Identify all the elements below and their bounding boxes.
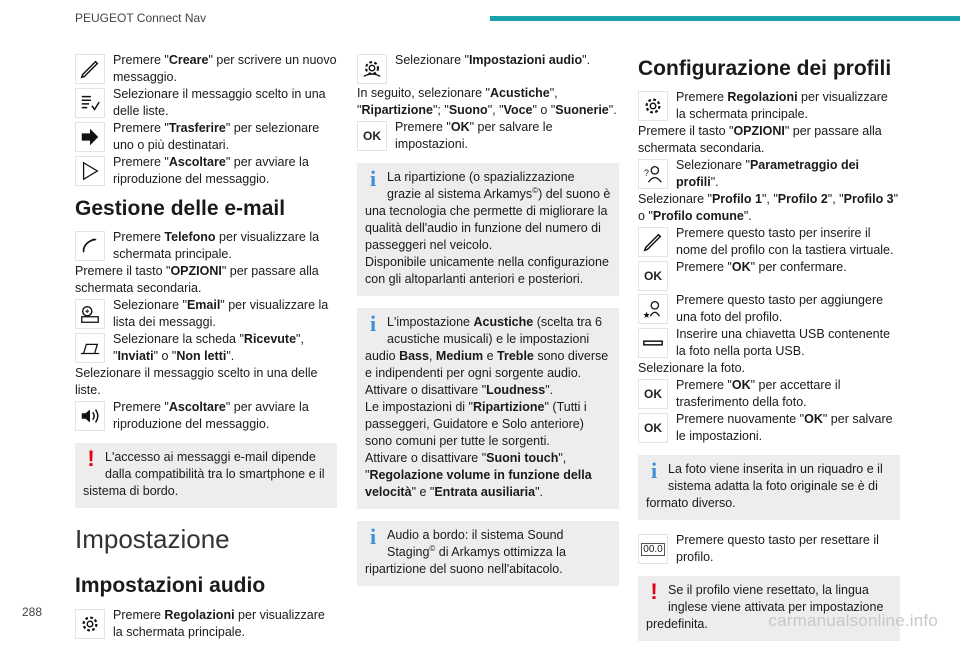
running-header: PEUGEOT Connect Nav bbox=[75, 11, 207, 25]
phone-icon bbox=[75, 231, 105, 261]
profiles-section-title: Configurazione dei profili bbox=[638, 57, 892, 80]
list-select-icon bbox=[75, 88, 105, 118]
profile-step-photo-text: Premere questo tasto per aggiungere una foto del profilo. bbox=[676, 293, 884, 325]
email-options-text: Premere il tasto "OPZIONI" per passare alla schermata secondaria. bbox=[75, 264, 319, 296]
profile-step-settings bbox=[638, 89, 900, 123]
profile-step-reset-text: Premere questo tasto per resettare il profilo. bbox=[676, 533, 879, 565]
profile-step-photo bbox=[638, 292, 900, 326]
step-play-text: Premere "Ascoltare" per avviare la riproduzione del messaggio. bbox=[113, 155, 309, 186]
step-forward bbox=[75, 120, 337, 154]
tab-icon bbox=[75, 333, 105, 363]
play-icon bbox=[75, 156, 105, 186]
column-middle bbox=[357, 52, 619, 598]
warning-note-reset-text: Se il profilo viene resettato, la lingua inglese viene attivata per impostazione predefinita. bbox=[646, 583, 884, 632]
info-icon: i bbox=[369, 524, 377, 550]
email-step-phone bbox=[75, 229, 337, 263]
email-step-email-text: Selezionare "Email" per visualizzare la lista dei messaggi. bbox=[113, 298, 329, 330]
profile-options-text: Premere il tasto "OPZIONI" per passare alla schermata secondaria. bbox=[638, 124, 882, 156]
profile-select-photo-text: Selezionare la foto. bbox=[638, 361, 746, 376]
watermark: carmanualsonline.info bbox=[768, 610, 938, 630]
header-accent-bar bbox=[490, 16, 960, 21]
audio-step-settings bbox=[75, 607, 337, 641]
profile-step-param bbox=[638, 157, 900, 191]
svg-text:?: ? bbox=[643, 168, 649, 179]
profile-step-save-text: Premere nuovamente "OK" per salvare le impostazioni. bbox=[676, 412, 893, 444]
chapter-title: Impostazione bbox=[75, 524, 230, 555]
audio-step-ok bbox=[357, 119, 619, 153]
warning-icon: ! bbox=[650, 579, 658, 605]
pencil-icon bbox=[638, 227, 668, 257]
info-note-distribution-text: La ripartizione (o spazializzazione grazie al sistema Arkamys©) del suono è una tecnologia che permette di migliorare la qualità dell'audio in funzione del numero di passeggeri nel veicolo. Disponibile unicamente nella configurazione con gli altoparlanti anteriori e posteriori. bbox=[365, 170, 611, 287]
page-number: 288 bbox=[22, 605, 43, 619]
ok-icon bbox=[638, 379, 668, 409]
info-icon: i bbox=[369, 166, 377, 191]
info-note-staging bbox=[357, 521, 619, 586]
info-icon: i bbox=[650, 458, 658, 484]
profile-step-name bbox=[638, 225, 900, 259]
audio-settings-icon bbox=[357, 54, 387, 84]
profile-step-confirm-text: Premere "OK" per confermare. bbox=[676, 260, 847, 275]
profile-step-accept bbox=[638, 377, 900, 411]
reset-icon-label: 00.0 bbox=[643, 543, 663, 555]
info-note-distribution bbox=[357, 163, 619, 296]
audio-step-ok-text: Premere "OK" per salvare le impostazioni. bbox=[395, 120, 553, 151]
profile-select-text: Selezionare "Profilo 1", "Profilo 2", "Profilo 3" o "Profilo comune". bbox=[638, 192, 899, 224]
ok-icon-label: OK bbox=[644, 387, 662, 402]
email-icon bbox=[75, 299, 105, 329]
ok-icon bbox=[357, 121, 387, 151]
column-right bbox=[638, 52, 900, 653]
add-photo-icon bbox=[638, 294, 668, 324]
ok-icon bbox=[638, 261, 668, 291]
email-step-tabs-text: Selezionare la scheda "Ricevute", "Inviati" o "Non letti". bbox=[113, 332, 304, 364]
step-play bbox=[75, 154, 337, 188]
email-step-listen bbox=[75, 399, 337, 433]
audio-section-title: Impostazioni audio bbox=[75, 574, 266, 598]
info-note-acoustics-text: L'impostazione Acustiche (scelta tra 6 acustiche musicali) e le impostazioni audio Bass, Medium e Treble sono diverse e indipendenti per ogni sorgente audio. Attivare o disattivare "Loudness". Le impostazioni di "Ripartizione" (Tutti i passeggeri, Guidatore e Solo anteriore) sono comuni per tutte le sorgenti. Attivare o disattivare "Suoni touch", "Regolazione volume in funzione della velocità" e "Entrata ausiliaria". bbox=[365, 315, 609, 500]
pencil-icon bbox=[75, 54, 105, 84]
speaker-icon bbox=[75, 401, 105, 431]
warning-note-email bbox=[75, 443, 337, 508]
profile-step-reset bbox=[638, 532, 900, 566]
ok-icon-label: OK bbox=[644, 269, 662, 284]
profile-step-usb bbox=[638, 326, 900, 360]
step-create-text: Premere "Creare" per scrivere un nuovo messaggio. bbox=[113, 53, 337, 84]
profile-step-save bbox=[638, 411, 900, 445]
audio-step-settings-text: Premere Regolazioni per visualizzare la schermata principale. bbox=[113, 607, 325, 639]
step-create bbox=[75, 52, 337, 86]
profile-step-usb-text: Inserire una chiavetta USB contenente la foto nella porta USB. bbox=[676, 327, 891, 359]
email-step-email bbox=[75, 297, 337, 331]
profile-settings-icon bbox=[638, 159, 668, 189]
reset-icon bbox=[638, 534, 668, 564]
step-select-message-text: Selezionare il messaggio scelto in una delle liste. bbox=[113, 87, 326, 118]
profile-step-accept-text: Premere "OK" per accettare il trasferimento della foto. bbox=[676, 378, 841, 410]
info-note-staging-text: Audio a bordo: il sistema Sound Staging© di Arkamys ottimizza la ripartizione del suono nell'abitacolo. bbox=[365, 528, 566, 577]
email-section-title: Gestione delle e-mail bbox=[75, 197, 286, 220]
email-select-text: Selezionare il messaggio scelto in una delle liste. bbox=[75, 366, 318, 398]
profile-step-param-text: Selezionare "Parametraggio dei profili". bbox=[676, 158, 860, 190]
info-note-photo-text: La foto viene inserita in un riquadro e il sistema adatta la foto originale se è di formato diverso. bbox=[646, 462, 883, 511]
usb-icon bbox=[638, 328, 668, 358]
info-note-photo bbox=[638, 455, 900, 520]
ok-icon bbox=[638, 413, 668, 443]
info-icon: i bbox=[369, 311, 377, 337]
ok-icon-label: OK bbox=[644, 421, 662, 436]
gear-icon bbox=[75, 609, 105, 639]
step-select-message bbox=[75, 86, 337, 120]
audio-options-text: In seguito, selezionare "Acustiche", "Ripartizione"; "Suono", "Voce" o "Suonerie". bbox=[357, 86, 617, 117]
warning-icon: ! bbox=[87, 446, 95, 472]
email-step-listen-text: Premere "Ascoltare" per avviare la riproduzione del messaggio. bbox=[113, 400, 309, 432]
profile-step-name-text: Premere questo tasto per inserire il nome del profilo con la tastiera virtuale. bbox=[676, 226, 894, 258]
forward-icon bbox=[75, 122, 105, 152]
profile-step-confirm bbox=[638, 259, 900, 292]
audio-step-select-text: Selezionare "Impostazioni audio". bbox=[395, 53, 591, 67]
profile-step-settings-text: Premere Regolazioni per visualizzare la schermata principale. bbox=[676, 90, 888, 122]
gear-icon bbox=[638, 91, 668, 121]
audio-step-select bbox=[357, 52, 619, 85]
info-note-acoustics bbox=[357, 308, 619, 509]
step-forward-text: Premere "Trasferire" per selezionare uno o più destinatari. bbox=[113, 121, 320, 152]
warning-note-email-text: L'accesso ai messaggi e-mail dipende dalla compatibilità tra lo smartphone e il sistema di bordo. bbox=[83, 450, 325, 499]
email-step-tabs bbox=[75, 331, 337, 365]
ok-icon-label: OK bbox=[363, 128, 381, 143]
column-left bbox=[75, 52, 337, 641]
email-step-phone-text: Premere Telefono per visualizzare la schermata principale. bbox=[113, 230, 320, 262]
